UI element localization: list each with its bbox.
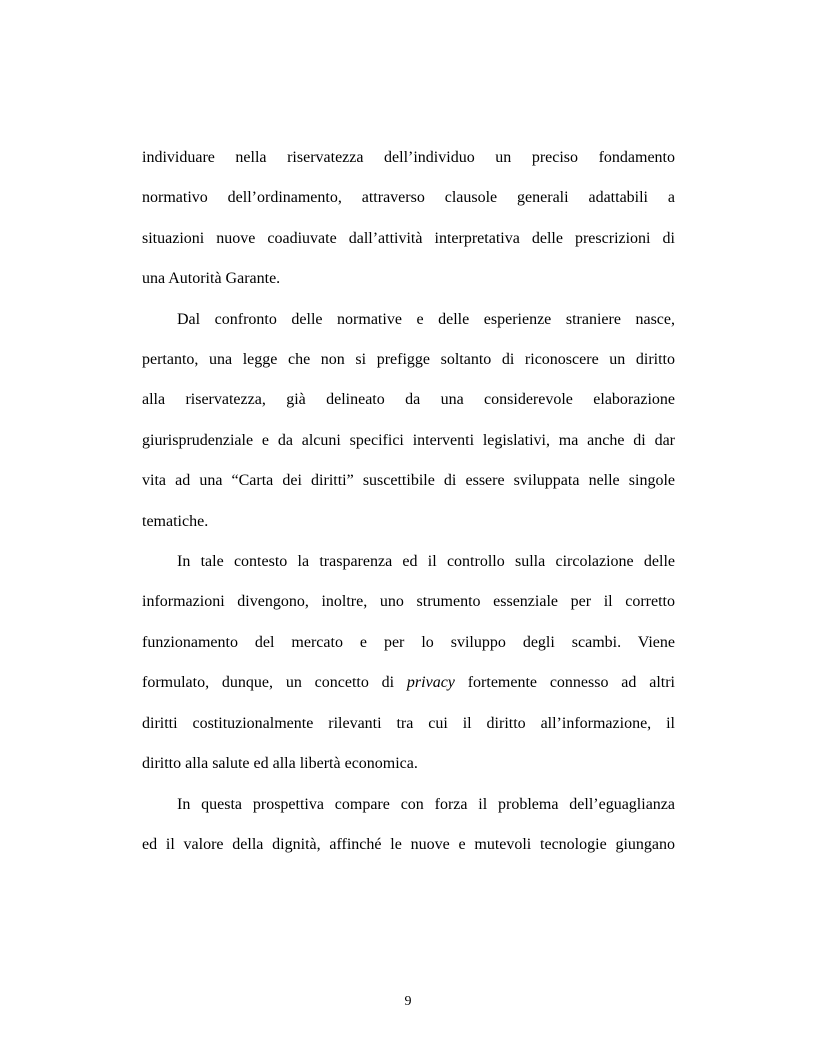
text-line: informazioni divengono, inoltre, uno strumento essenziale per il corretto xyxy=(142,593,675,611)
text-line: pertanto, una legge che non si prefigge soltanto di riconoscere un diritto xyxy=(142,351,675,369)
text-line: una Autorità Garante. xyxy=(142,270,281,288)
text-line: individuare nella riservatezza dell’individuo un preciso fondamento xyxy=(142,149,675,166)
text-line: In tale contesto la trasparenza ed il controllo sulla circolazione delle xyxy=(177,553,675,571)
text-line: funzionamento del mercato e per lo sviluppo degli scambi. Viene xyxy=(142,633,675,651)
page-number: 9 xyxy=(404,994,412,1009)
italic-term: privacy xyxy=(406,674,455,692)
text-line: alla riservatezza, già delineato da una considerevole elaborazione xyxy=(142,391,675,409)
text-line: diritti costituzionalmente rilevanti tra cui il diritto all’informazione, il xyxy=(142,714,675,732)
text-line: vita ad una “Carta dei diritti” suscettibile di essere sviluppata nelle singole xyxy=(142,472,675,490)
paragraph xyxy=(142,138,675,300)
text-line: Dal confronto delle normative e delle esperienze straniere nasce, xyxy=(177,310,675,328)
text-line: situazioni nuove coadiuvate dall’attività interpretativa delle prescrizioni di xyxy=(142,229,675,247)
text-line: formulato, dunque, un concetto di privacy fortemente connesso ad altri xyxy=(142,674,675,692)
paragraph xyxy=(142,785,675,866)
paragraph xyxy=(142,300,675,542)
text-line: giurisprudenziale e da alcuni specifici interventi legislativi, ma anche di dar xyxy=(142,431,675,449)
text-line: normativo dell’ordinamento, attraverso clausole generali adattabili a xyxy=(142,189,675,207)
text-line: diritto alla salute ed alla libertà economica. xyxy=(142,755,418,773)
text-line: In questa prospettiva compare con forza il problema dell’eguaglianza xyxy=(177,795,675,813)
text-line: ed il valore della dignità, affinché le nuove e mutevoli tecnologie giungano xyxy=(142,835,675,853)
page-body xyxy=(142,138,675,865)
text-line: tematiche. xyxy=(142,512,209,530)
paragraph xyxy=(142,542,675,784)
